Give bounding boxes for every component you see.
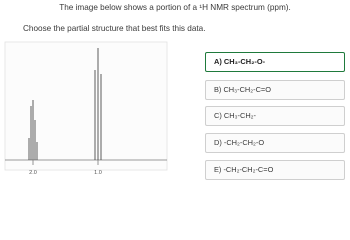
axis-label-1-0: 1.0 <box>94 170 102 176</box>
choice-b[interactable]: B) CH₃-CH₂-C=O <box>205 80 345 100</box>
choice-d[interactable]: D) -CH₂-CH₂-O <box>205 133 345 153</box>
axis-label-2-0: 2.0 <box>29 170 37 176</box>
nmr-spectrum <box>0 40 170 178</box>
choice-c[interactable]: C) CH₃-CH₂- <box>205 106 345 126</box>
choice-a[interactable]: A) CH₃-CH₂-O- <box>205 52 345 72</box>
question-line-1: The image below shows a portion of a ¹H NMR spectrum (ppm). <box>59 3 291 12</box>
choice-e[interactable]: E) -CH₂-CH₂-C=O <box>205 160 345 180</box>
question-line-2: Choose the partial structure that best fits this data. <box>23 24 206 33</box>
